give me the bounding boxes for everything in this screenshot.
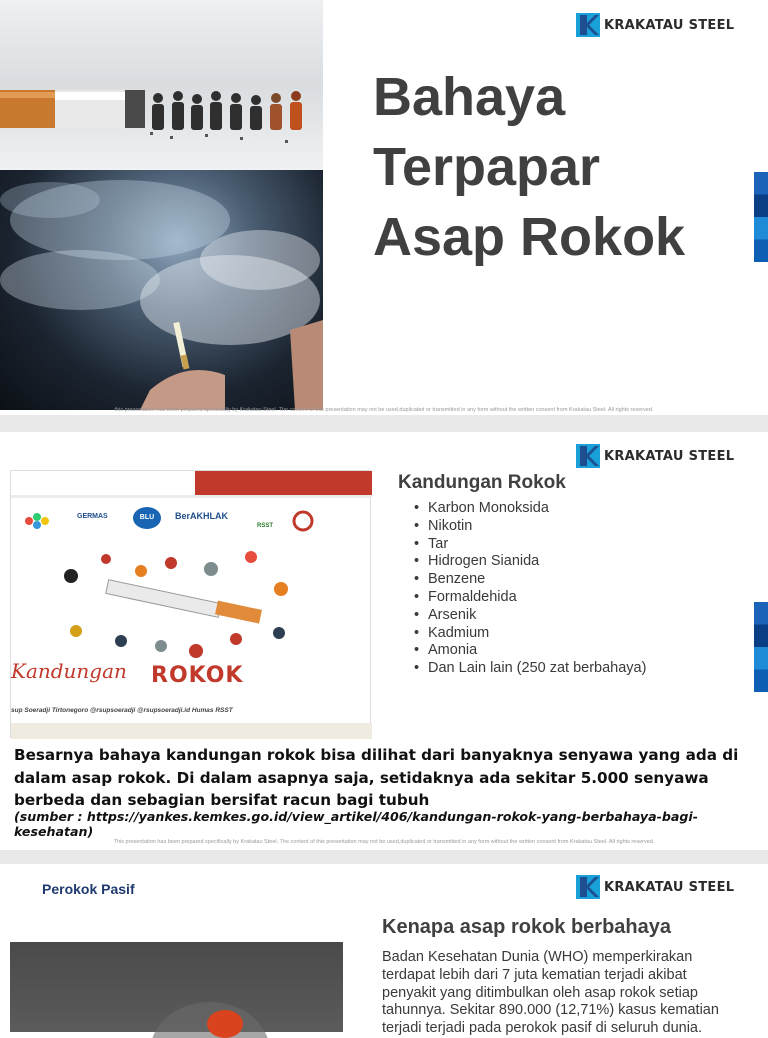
kandungan-list xyxy=(412,500,646,678)
slide-perokok-pasif xyxy=(0,864,768,1037)
list-item: • Arsenik xyxy=(412,607,646,625)
social-handles: sup Soeradji Tirtonegoro @rsupsoeradji @rsupsoeradji.id Humas RSST xyxy=(11,707,233,714)
infographic-drawing xyxy=(11,471,372,739)
badge-rsst: RSST xyxy=(257,523,274,529)
logo-text: KRAKATAU STEEL xyxy=(604,448,735,464)
edge-decoration xyxy=(754,602,768,692)
krakatau-logo-icon xyxy=(576,13,600,37)
list-item: • Hidrogen Sianida xyxy=(412,553,646,571)
kenapa-body: Badan Kesehatan Dunia (WHO) memperkirakan terdapat lebih dari 7 juta kematian terjadi akibat penyakit yang ditimbulkan oleh asap rokok setiap tahunnya. Sekitar 890.000 (12,71%) kasus kematian terjadi terjadi pada perokok pasif di seluruh dunia. xyxy=(382,949,719,1037)
kenapa-heading: Kenapa asap rokok berbahaya xyxy=(382,916,672,938)
kandungan-paragraph: Besarnya bahaya kandungan rokok bisa dilihat dari banyaknya senyawa yang ada di dalam asap rokok. Di dalam asapnya saja, setidaknya ada sekitar 5.000 senyawa berbeda dan sebagian bersifat racun bagi tubuh xyxy=(14,746,739,809)
smoke-image xyxy=(0,170,323,410)
edge-decoration xyxy=(754,172,768,262)
krakatau-steel-logo xyxy=(576,444,734,468)
list-item: • Benzene xyxy=(412,571,646,589)
krakatau-steel-logo xyxy=(576,13,734,37)
list-item: • Nikotin xyxy=(412,518,646,536)
slide-separator xyxy=(0,850,768,864)
slide-separator xyxy=(0,415,768,432)
list-item: • Kadmium xyxy=(412,625,646,643)
caption-script: Kandungan xyxy=(11,659,127,683)
krakatau-logo-icon xyxy=(576,875,600,899)
logo-text: KRAKATAU STEEL xyxy=(604,879,735,895)
list-item: • Formaldehida xyxy=(412,589,646,607)
slide-kandungan xyxy=(0,432,768,850)
slide-title-heading xyxy=(373,62,685,272)
source-citation: (sumber : https://yankes.kemkes.go.id/view_artikel/406/kandungan-rokok-yang-berbahaya-bagi-kesehatan) xyxy=(14,809,698,839)
list-item: • Tar xyxy=(412,536,646,554)
krakatau-logo-icon xyxy=(576,444,600,468)
cigarette-people-image xyxy=(0,0,323,170)
krakatau-steel-logo xyxy=(576,875,734,899)
passive-smoker-image xyxy=(10,942,343,1032)
slide-title xyxy=(0,0,768,415)
list-item: • Karbon Monoksida xyxy=(412,500,646,518)
caption-bold: ROKOK xyxy=(151,663,244,688)
image-bottom-strip xyxy=(11,723,372,739)
footer-notice: This presentation has been prepared specifically by Krakatau Steel. The content of this presentation may not be used,duplicated or transmitted in any form without the written consent from Krakatau Steel. All rights reserved. xyxy=(113,839,655,845)
badge-berakhlak: BerAKHLAK xyxy=(175,511,229,521)
kandungan-heading: Kandungan Rokok xyxy=(398,472,566,493)
slide-label: Perokok Pasif xyxy=(42,881,135,897)
title-line: Terpapar xyxy=(373,137,601,197)
title-line: Asap Rokok xyxy=(373,207,686,267)
list-item: • Dan Lain lain (250 zat berbahaya) xyxy=(412,660,646,678)
badge-germas: GERMAS xyxy=(77,513,108,520)
title-line: Bahaya xyxy=(373,67,566,127)
badge-blu: BLU xyxy=(133,507,161,529)
logo-text: KRAKATAU STEEL xyxy=(604,17,735,33)
list-item: • Amonia xyxy=(412,642,646,660)
footer-notice: this presentation has been prepared specifically by Krakatau Steel. The content of this presentation may not be used,duplicated or transmitted in any form without the written consent from Krakatau Steel. All rights reserved. xyxy=(114,407,654,413)
kandungan-rokok-infographic xyxy=(10,470,371,738)
